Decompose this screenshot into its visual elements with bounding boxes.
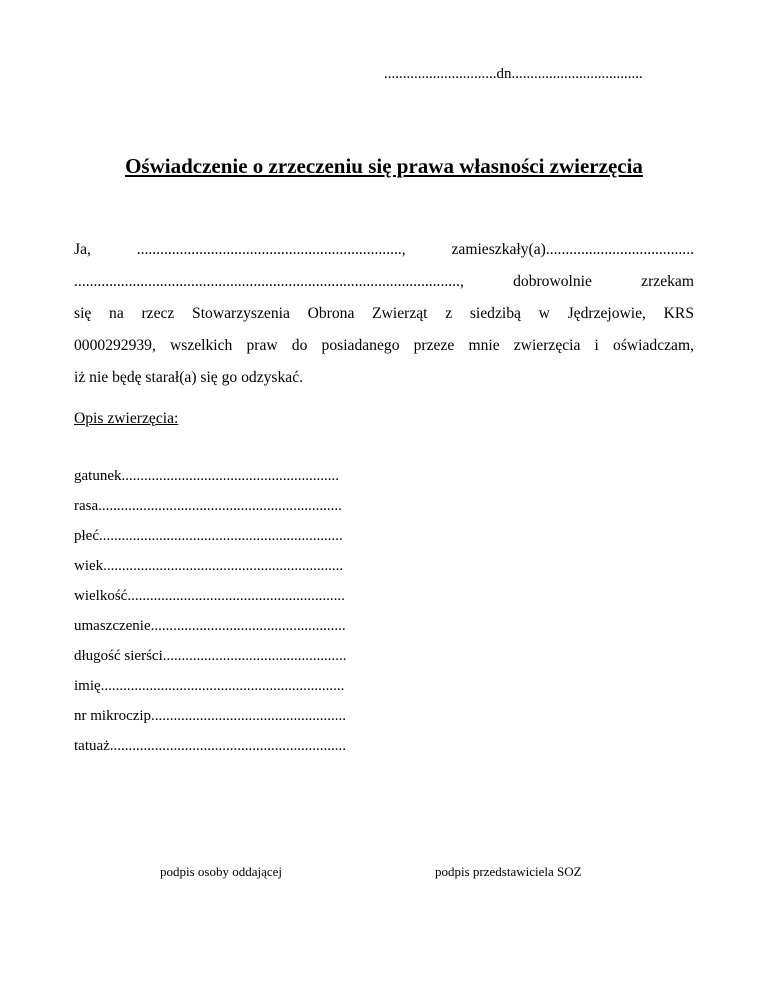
- field-size: wielkość..........................................................: [74, 588, 345, 604]
- declaration-line: się na rzecz Stowarzyszenia Obrona Zwierząt z siedzibą w Jędrzejowie, KRS: [74, 305, 694, 322]
- field-tattoo: tatuaż...............................................................: [74, 738, 347, 754]
- declaration-line: iż nie będę starał(a) się go odzyskać.: [74, 369, 304, 386]
- field-age: wiek................................................................: [74, 558, 344, 574]
- field-microchip: nr mikroczip....................................................: [74, 708, 347, 724]
- signature-label-representative: podpis przedstawiciela SOZ: [435, 864, 582, 879]
- field-species: gatunek..........................................................: [74, 468, 339, 484]
- animal-description-fields: [74, 461, 346, 761]
- field-breed: rasa.................................................................: [74, 498, 342, 514]
- field-name: imię.................................................................: [74, 678, 345, 694]
- signature-label-giver: podpis osoby oddającej: [160, 864, 283, 879]
- declaration-paragraph: [74, 234, 694, 394]
- date-place-line: ..............................dn...................................: [384, 66, 643, 82]
- animal-description-heading: Opis zwierzęcia:: [74, 410, 179, 427]
- field-coat-length: długość sierści.................................................: [74, 648, 347, 664]
- declaration-line: ..................................................................................................., dobrowolnie zrzekam: [74, 273, 694, 290]
- document-title: Oświadczenie o zrzeczeniu się prawa własności zwierzęcia: [125, 154, 643, 178]
- field-coat-color: umaszczenie....................................................: [74, 618, 346, 634]
- field-sex: płeć.................................................................: [74, 528, 343, 544]
- declaration-line: 0000292939, wszelkich praw do posiadanego przeze mnie zwierzęcia i oświadczam,: [74, 337, 694, 354]
- declaration-line: Ja, ...................................................................., zamieszkały(a)......................................: [74, 241, 694, 258]
